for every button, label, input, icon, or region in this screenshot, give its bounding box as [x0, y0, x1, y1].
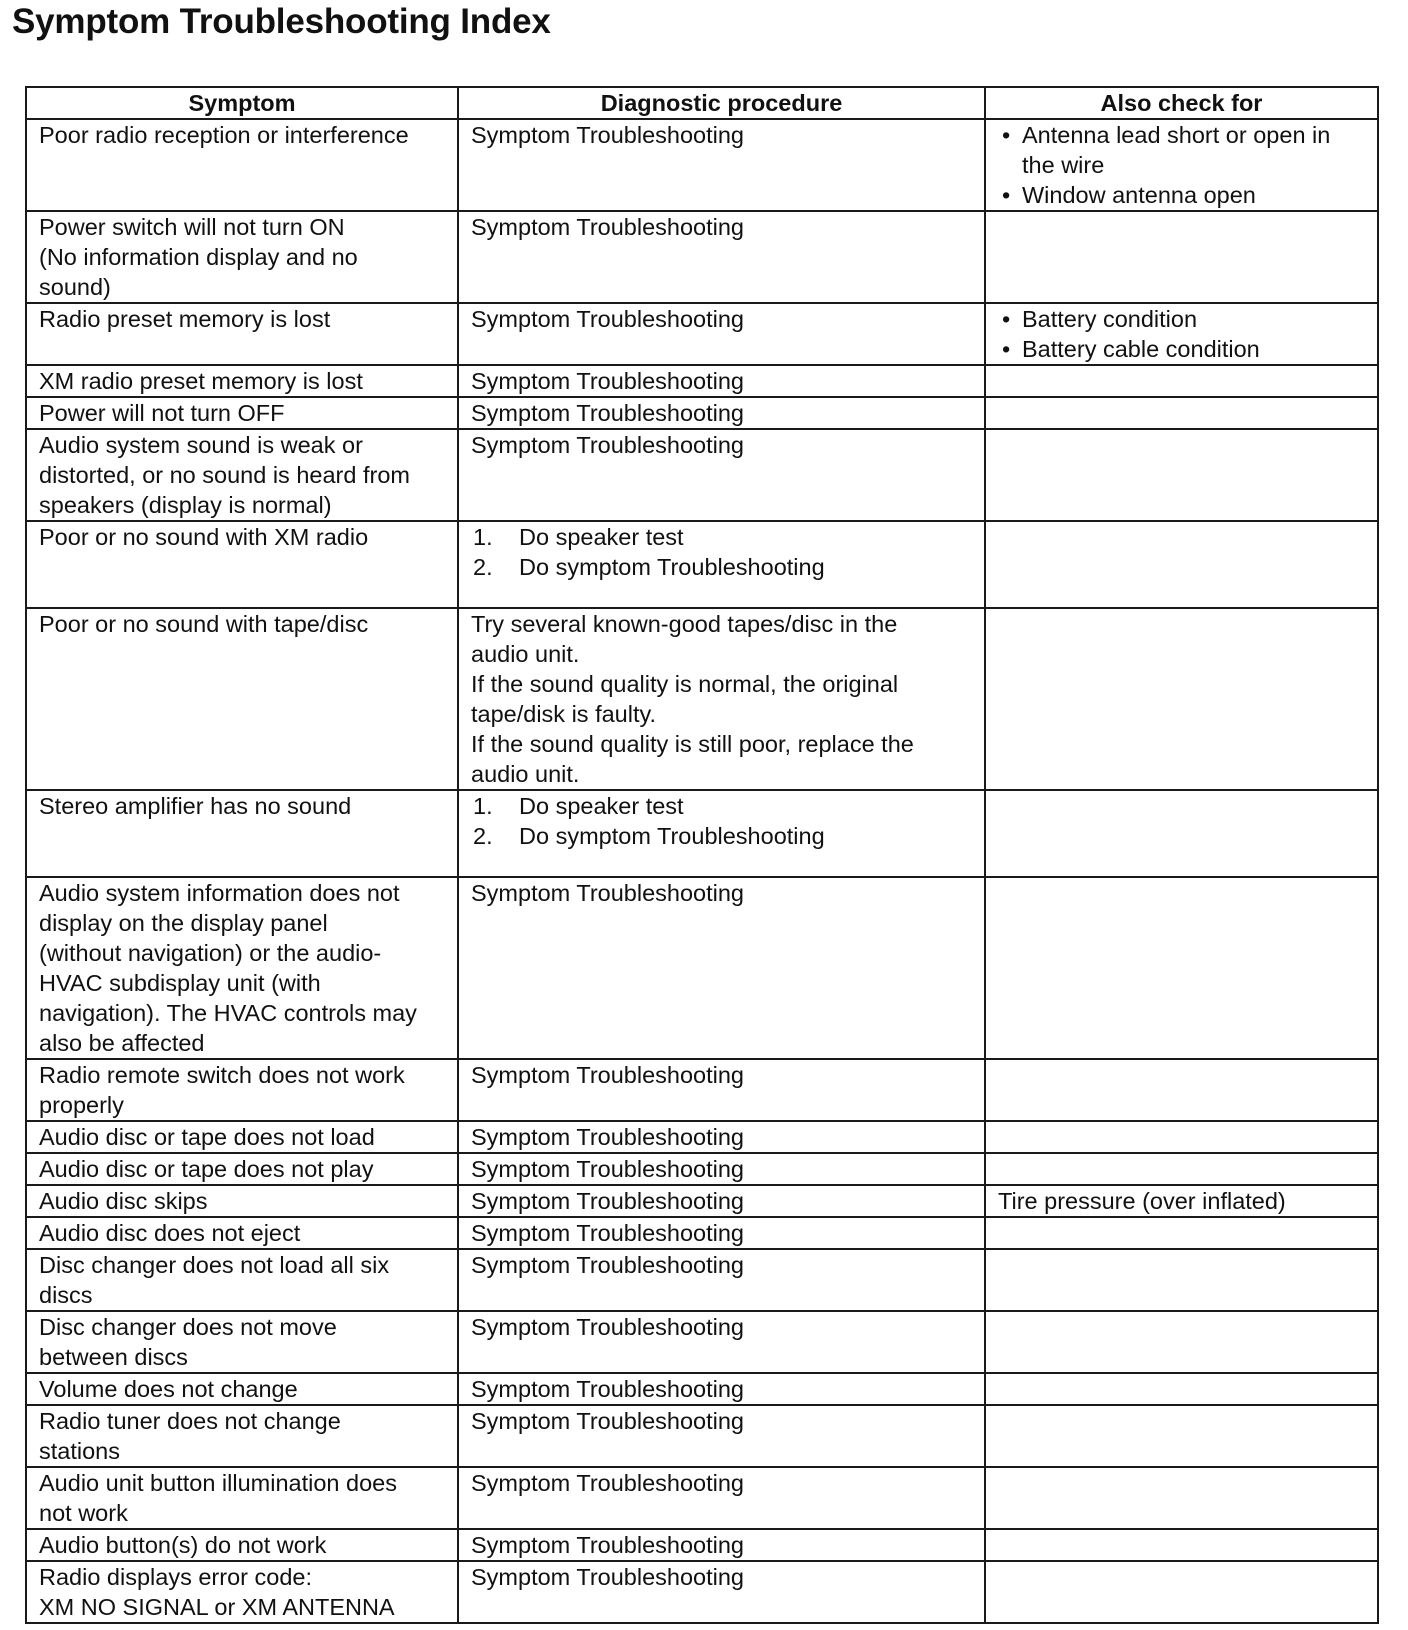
- procedure-steps: [471, 522, 974, 582]
- also-check-text: Tire pressure (over inflated): [998, 1188, 1286, 1214]
- procedure-text: Symptom Troubleshooting: [471, 400, 745, 426]
- also-check-cell: [985, 1467, 1378, 1529]
- also-check-cell: [985, 877, 1378, 1059]
- also-check-cell: [985, 1217, 1378, 1249]
- symptom-cell: [26, 1373, 458, 1405]
- step-number: 2.: [473, 823, 493, 849]
- table-row: [26, 211, 1378, 303]
- symptom-cell: [26, 608, 458, 790]
- table-row: [26, 119, 1378, 211]
- symptom-cell: [26, 1529, 458, 1561]
- procedure-cell: [458, 1249, 985, 1311]
- step-text: Do speaker test: [519, 793, 684, 819]
- step-text: Do speaker test: [519, 524, 684, 550]
- symptom-text: not work: [39, 1500, 128, 1526]
- symptom-text: Audio system information does not: [39, 880, 400, 906]
- also-check-cell: [985, 119, 1378, 211]
- table-body: [26, 119, 1378, 1623]
- procedure-text: Symptom Troubleshooting: [471, 1408, 745, 1434]
- symptom-cell: [26, 211, 458, 303]
- procedure-text: Symptom Troubleshooting: [471, 122, 745, 148]
- procedure-cell: [458, 397, 985, 429]
- symptom-cell: [26, 303, 458, 365]
- symptom-text: Power will not turn OFF: [39, 400, 285, 426]
- symptom-text: Radio tuner does not change: [39, 1408, 341, 1434]
- symptom-text: Audio disc skips: [39, 1188, 208, 1214]
- symptom-cell: [26, 1185, 458, 1217]
- symptom-text: Audio disc or tape does not load: [39, 1124, 375, 1150]
- symptom-text: XM NO SIGNAL or XM ANTENNA: [39, 1594, 395, 1620]
- table-row: [26, 1185, 1378, 1217]
- also-check-cell: [985, 1153, 1378, 1185]
- symptom-text: Radio preset memory is lost: [39, 306, 331, 332]
- also-check-cell: [985, 1311, 1378, 1373]
- procedure-text: Symptom Troubleshooting: [471, 1470, 745, 1496]
- procedure-text: Symptom Troubleshooting: [471, 1124, 745, 1150]
- procedure-text: audio unit.: [471, 641, 580, 667]
- symptom-cell: [26, 877, 458, 1059]
- procedure-cell: [458, 608, 985, 790]
- also-check-cell: [985, 303, 1378, 365]
- procedure-cell: [458, 303, 985, 365]
- table-row: [26, 1249, 1378, 1311]
- step-number: 2.: [473, 554, 493, 580]
- symptom-text: Radio displays error code:: [39, 1564, 312, 1590]
- symptom-text: Disc changer does not move: [39, 1314, 337, 1340]
- symptom-cell: [26, 119, 458, 211]
- also-check-list: [998, 120, 1367, 210]
- procedure-cell: [458, 1373, 985, 1405]
- table-row: [26, 790, 1378, 877]
- symptom-text: speakers (display is normal): [39, 492, 332, 518]
- procedure-cell: [458, 1185, 985, 1217]
- also-check-item: • Window antenna open: [998, 180, 1367, 210]
- procedure-cell: [458, 1467, 985, 1529]
- symptom-cell: [26, 365, 458, 397]
- procedure-text: Symptom Troubleshooting: [471, 1220, 745, 1246]
- table-row: [26, 608, 1378, 790]
- also-check-cell: [985, 397, 1378, 429]
- symptom-cell: [26, 1467, 458, 1529]
- procedure-text: Try several known-good tapes/disc in the: [471, 611, 898, 637]
- procedure-cell: [458, 1529, 985, 1561]
- symptom-cell: [26, 1405, 458, 1467]
- procedure-step: [471, 821, 974, 851]
- table-row: [26, 1561, 1378, 1623]
- procedure-cell: [458, 1121, 985, 1153]
- procedure-cell: [458, 365, 985, 397]
- symptom-text: HVAC subdisplay unit (with: [39, 970, 321, 996]
- also-check-item: • Antenna lead short or open in the wire: [998, 120, 1367, 180]
- symptom-cell: [26, 790, 458, 877]
- symptom-text: discs: [39, 1282, 93, 1308]
- symptom-cell: [26, 1217, 458, 1249]
- page-title: Symptom Troubleshooting Index: [12, 2, 551, 41]
- procedure-text: Symptom Troubleshooting: [471, 306, 745, 332]
- procedure-step: [471, 522, 974, 552]
- also-check-cell: [985, 1059, 1378, 1121]
- symptom-cell: [26, 1153, 458, 1185]
- table-row: [26, 1217, 1378, 1249]
- symptom-text: Volume does not change: [39, 1376, 298, 1402]
- procedure-cell: [458, 877, 985, 1059]
- procedure-text: Symptom Troubleshooting: [471, 1156, 745, 1182]
- symptom-text: Poor radio reception or interference: [39, 122, 409, 148]
- symptom-cell: [26, 1249, 458, 1311]
- procedure-text: If the sound quality is normal, the original: [471, 671, 899, 697]
- symptom-text: Stereo amplifier has no sound: [39, 793, 352, 819]
- also-check-cell: [985, 790, 1378, 877]
- also-check-cell: [985, 365, 1378, 397]
- also-check-cell: [985, 1249, 1378, 1311]
- also-check-cell: [985, 1529, 1378, 1561]
- symptom-cell: [26, 1561, 458, 1623]
- table-row: [26, 1059, 1378, 1121]
- table-row: [26, 397, 1378, 429]
- table-row: [26, 429, 1378, 521]
- symptom-text: Poor or no sound with XM radio: [39, 524, 369, 550]
- symptom-text: Power switch will not turn ON: [39, 214, 345, 240]
- procedure-text: audio unit.: [471, 761, 580, 787]
- procedure-cell: [458, 1059, 985, 1121]
- also-check-cell: [985, 608, 1378, 790]
- table-row: [26, 365, 1378, 397]
- procedure-text: Symptom Troubleshooting: [471, 880, 745, 906]
- step-text: Do symptom Troubleshooting: [519, 823, 825, 849]
- procedure-step: [471, 791, 974, 821]
- procedure-cell: [458, 1217, 985, 1249]
- procedure-cell: [458, 1561, 985, 1623]
- procedure-text: If the sound quality is still poor, replace the: [471, 731, 914, 757]
- procedure-cell: [458, 429, 985, 521]
- procedure-text: Symptom Troubleshooting: [471, 1532, 745, 1558]
- step-number: 1.: [473, 793, 493, 819]
- also-check-cell: [985, 1405, 1378, 1467]
- table-row: [26, 1121, 1378, 1153]
- table-row: [26, 1311, 1378, 1373]
- procedure-cell: [458, 119, 985, 211]
- symptom-text: distorted, or no sound is heard from: [39, 462, 410, 488]
- symptom-text: navigation). The HVAC controls may: [39, 1000, 417, 1026]
- symptom-text: (No information display and no: [39, 244, 358, 270]
- procedure-steps: [471, 791, 974, 851]
- procedure-text: Symptom Troubleshooting: [471, 214, 745, 240]
- also-check-item: • Battery condition: [998, 304, 1367, 334]
- symptom-text: XM radio preset memory is lost: [39, 368, 363, 394]
- table-header-row: [26, 87, 1378, 119]
- also-check-cell: [985, 1561, 1378, 1623]
- symptom-text: Disc changer does not load all six: [39, 1252, 390, 1278]
- table-row: [26, 1373, 1378, 1405]
- symptom-text: Audio system sound is weak or: [39, 432, 363, 458]
- procedure-text: Symptom Troubleshooting: [471, 1376, 745, 1402]
- procedure-cell: [458, 790, 985, 877]
- column-header-also-check: Also check for: [985, 87, 1378, 119]
- procedure-text: Symptom Troubleshooting: [471, 1252, 745, 1278]
- symptom-index-table: [25, 86, 1379, 1624]
- table-row: [26, 521, 1378, 608]
- also-check-cell: [985, 211, 1378, 303]
- symptom-text: Poor or no sound with tape/disc: [39, 611, 369, 637]
- also-check-cell: [985, 1185, 1378, 1217]
- step-number: 1.: [473, 524, 493, 550]
- procedure-text: Symptom Troubleshooting: [471, 1314, 745, 1340]
- also-check-item: • Battery cable condition: [998, 334, 1367, 364]
- procedure-text: Symptom Troubleshooting: [471, 1564, 745, 1590]
- procedure-text: tape/disk is faulty.: [471, 701, 657, 727]
- symptom-text: display on the display panel: [39, 910, 328, 936]
- procedure-step: [471, 552, 974, 582]
- symptom-text: (without navigation) or the audio-: [39, 940, 382, 966]
- column-header-symptom: Symptom: [26, 87, 458, 119]
- table-row: [26, 303, 1378, 365]
- symptom-cell: [26, 1121, 458, 1153]
- procedure-cell: [458, 1405, 985, 1467]
- also-check-cell: [985, 1373, 1378, 1405]
- table-row: [26, 1153, 1378, 1185]
- table-row: [26, 1467, 1378, 1529]
- symptom-text: stations: [39, 1438, 120, 1464]
- procedure-text: Symptom Troubleshooting: [471, 1188, 745, 1214]
- procedure-cell: [458, 1311, 985, 1373]
- symptom-text: Audio button(s) do not work: [39, 1532, 327, 1558]
- procedure-cell: [458, 211, 985, 303]
- symptom-cell: [26, 397, 458, 429]
- symptom-text: also be affected: [39, 1030, 205, 1056]
- symptom-text: between discs: [39, 1344, 188, 1370]
- symptom-text: Audio disc or tape does not play: [39, 1156, 374, 1182]
- procedure-text: Symptom Troubleshooting: [471, 368, 745, 394]
- also-check-cell: [985, 429, 1378, 521]
- also-check-cell: [985, 521, 1378, 608]
- table-row: [26, 1405, 1378, 1467]
- table-row: [26, 877, 1378, 1059]
- column-header-procedure: Diagnostic procedure: [458, 87, 985, 119]
- symptom-cell: [26, 521, 458, 608]
- step-text: Do symptom Troubleshooting: [519, 554, 825, 580]
- procedure-cell: [458, 1153, 985, 1185]
- procedure-cell: [458, 521, 985, 608]
- symptom-text: sound): [39, 274, 111, 300]
- symptom-text: properly: [39, 1092, 124, 1118]
- symptom-cell: [26, 429, 458, 521]
- symptom-text: Audio unit button illumination does: [39, 1470, 397, 1496]
- also-check-cell: [985, 1121, 1378, 1153]
- procedure-text: Symptom Troubleshooting: [471, 1062, 745, 1088]
- symptom-cell: [26, 1059, 458, 1121]
- symptom-text: Audio disc does not eject: [39, 1220, 301, 1246]
- symptom-cell: [26, 1311, 458, 1373]
- table-row: [26, 1529, 1378, 1561]
- procedure-text: Symptom Troubleshooting: [471, 432, 745, 458]
- also-check-list: [998, 304, 1367, 364]
- symptom-text: Radio remote switch does not work: [39, 1062, 405, 1088]
